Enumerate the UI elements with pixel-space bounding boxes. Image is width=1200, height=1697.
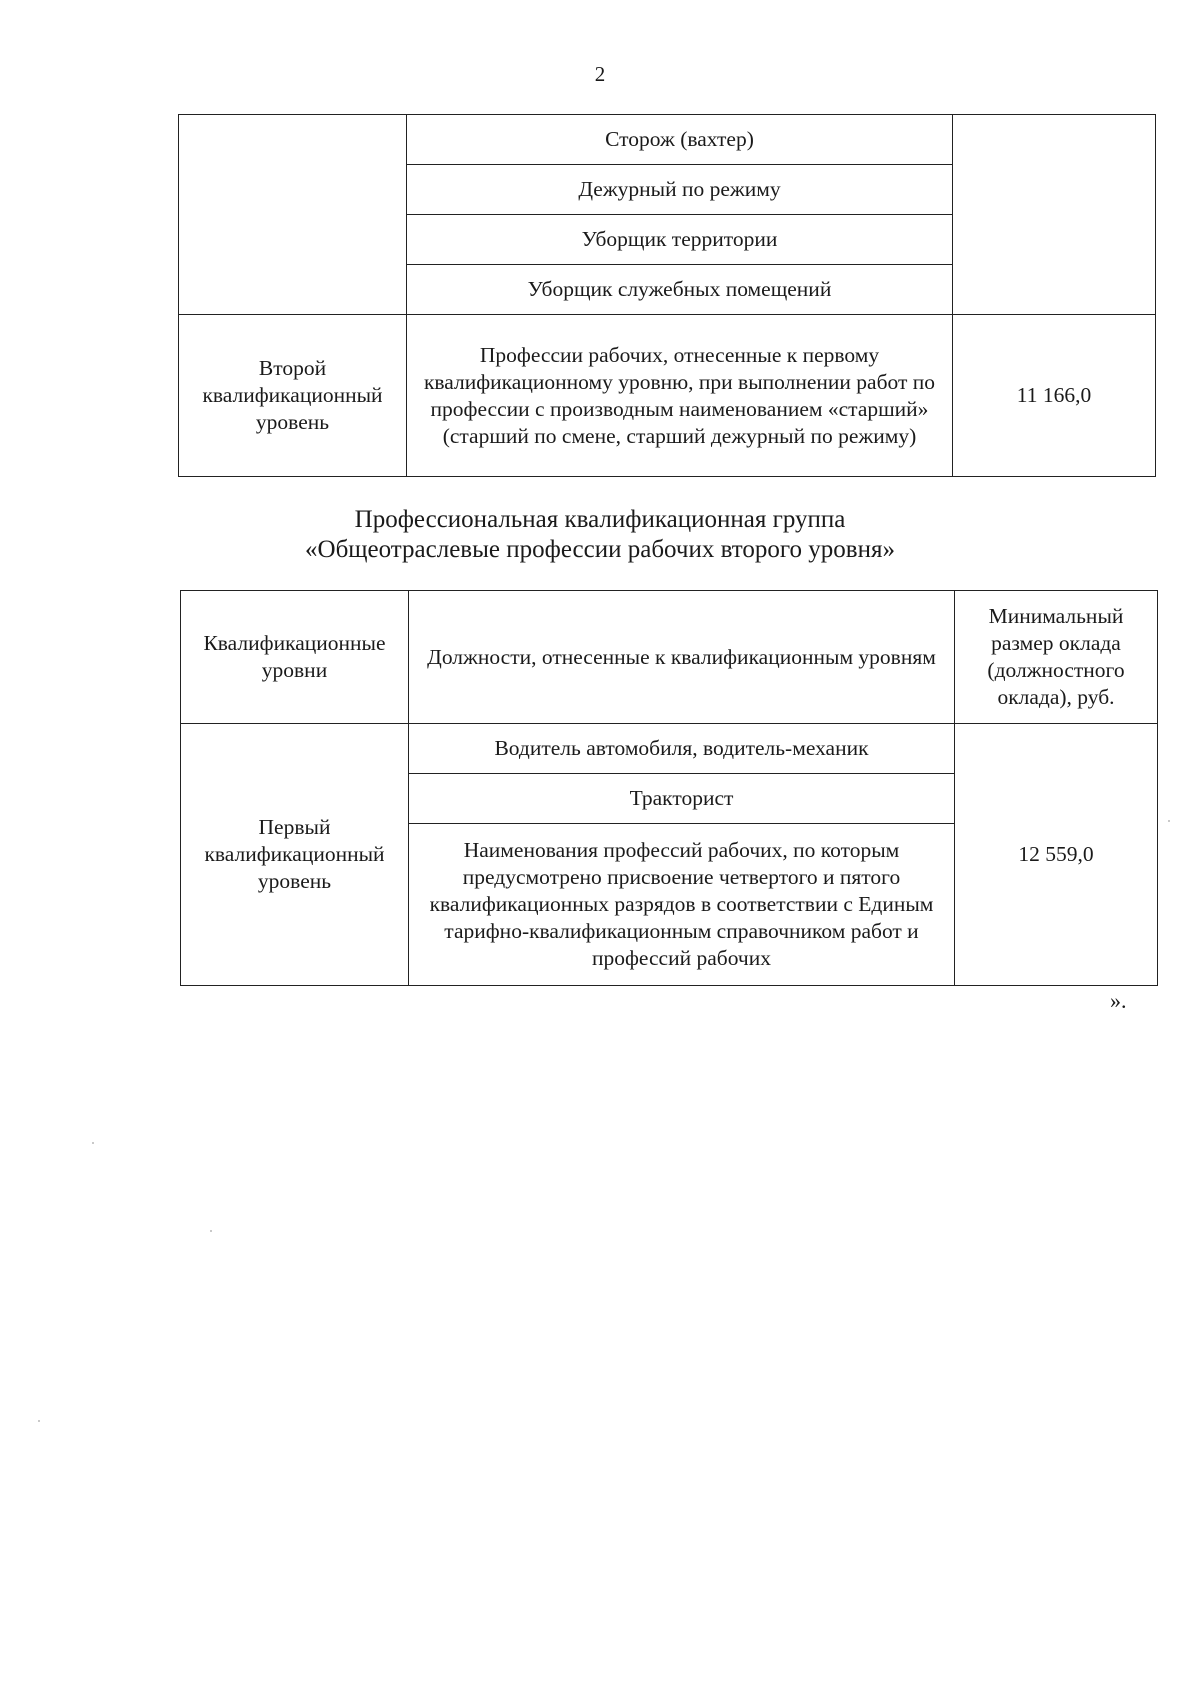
header-levels: Квалификационные уровни [181, 591, 409, 724]
position-cell: Сторож (вахтер) [407, 115, 953, 165]
salary-cell: 11 166,0 [953, 315, 1156, 477]
salary-table-second-group [180, 590, 1158, 986]
header-positions: Должности, отнесенные к квалификационным уровням [409, 591, 955, 724]
salary-cell [953, 115, 1156, 315]
salary-table-first-group [178, 114, 1156, 477]
salary-cell: 12 559,0 [955, 724, 1158, 986]
position-cell: Тракторист [409, 774, 955, 824]
scan-artifact [1168, 820, 1170, 822]
level-cell: Первый квалификационный уровень [181, 724, 409, 986]
section-title [0, 505, 1200, 565]
page-number: 2 [594, 62, 606, 86]
position-cell: Уборщик территории [407, 215, 953, 265]
position-cell: Водитель автомобиля, водитель-механик [409, 724, 955, 774]
table-header-row [181, 591, 1158, 724]
position-cell: Уборщик служебных помещений [407, 265, 953, 315]
scan-artifact [38, 1420, 40, 1422]
header-salary: Минимальный размер оклада (должностного оклада), руб. [955, 591, 1158, 724]
table-row [179, 315, 1156, 477]
level-cell: Второй квалификационный уровень [179, 315, 407, 477]
section-title-line: Профессиональная квалификационная группа [354, 506, 846, 533]
scan-artifact [210, 1230, 212, 1232]
closing-quote-mark: ». [1110, 988, 1127, 1013]
position-cell: Дежурный по режиму [407, 165, 953, 215]
scan-artifact [92, 1142, 94, 1144]
level-cell [179, 115, 407, 315]
position-cell: Наименования профессий рабочих, по которым предусмотрено присвоение четвертого и пятого квалификационных разрядов в соответствии с Единым тарифно-квалификационным справочником работ и профессий рабочих [409, 824, 955, 986]
section-title-line: «Общеотраслевые профессии рабочих второго уровня» [305, 536, 895, 563]
position-cell: Профессии рабочих, отнесенные к первому квалификационному уровню, при выполнении работ по профессии с производным наименованием «старший» (старший по смене, старший дежурный по режиму) [407, 315, 953, 477]
table-row [179, 115, 1156, 165]
table-row [181, 724, 1158, 774]
